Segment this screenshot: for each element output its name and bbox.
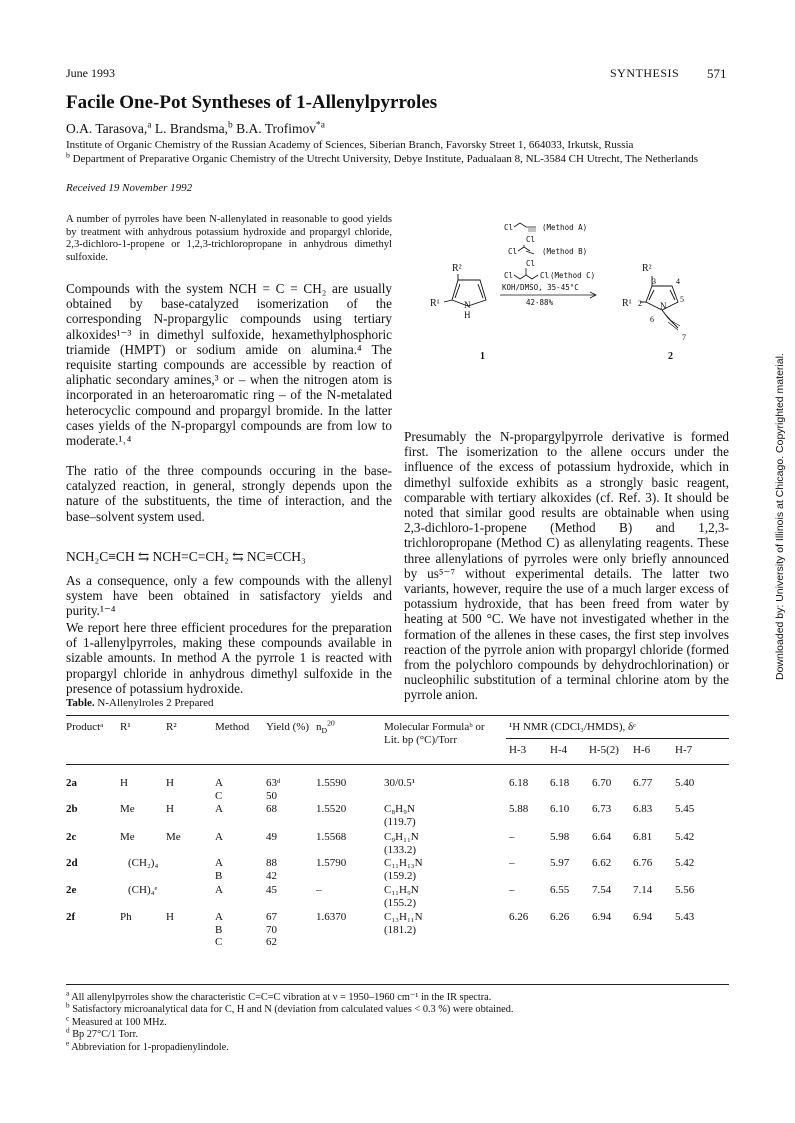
footnote-e: $^e$ Abbreviation for 1-propadienylindole. bbox=[66, 1039, 229, 1053]
table-cell-h7: 5.43 bbox=[675, 911, 695, 923]
table-cell-formula: 30/0.5¹ bbox=[384, 777, 416, 789]
table-cell-formula: C₁₁H₉N (155.2) bbox=[384, 884, 419, 909]
author-mark: b bbox=[228, 120, 233, 131]
table-cell-formula: C₈H₉N (119.7) bbox=[384, 803, 416, 828]
table-top-rule bbox=[66, 715, 729, 716]
received-date: Received 19 November 1992 bbox=[66, 182, 193, 194]
substituent-r1: R¹ bbox=[430, 298, 440, 309]
table-cell-yield: 63ᵈ 50 bbox=[266, 777, 281, 802]
table-cell-h3: 5.88 bbox=[509, 803, 529, 815]
table-cell-h4: 5.97 bbox=[550, 857, 570, 869]
table-cell-h3: 6.26 bbox=[509, 911, 529, 923]
affiliations bbox=[66, 139, 746, 166]
position-3: 3 bbox=[652, 277, 656, 286]
body-paragraph-2: The ratio of the three compounds occuring in the base-catalyzed reaction, in general, strongly depends upon the nature of the substituents, the time of interaction, and the base–solvent system used. bbox=[66, 463, 392, 524]
body-paragraph-right: Presumably the N-propargylpyrrole derivative is formed first. The isomerization to the allene occurs under the influence of the excess of potassium hydroxide, which in dimethyl sulfoxide exhibits as a strongly basic reagent, comparable with tertiary alkoxides (cf. Ref. 3). It should be noted that similar good results are obtainable when using 2,3-dichloro-1-propene (Method B) and 1,2,3-trichloropropane (Method C) as allenylating reagents. These three allenylations of pyrroles were only briefly announced by us⁵⁻⁷ without experimental details. The latter two variants, however, require the use of a much larger excess of potassium hydroxide, that has been freed from water by heating at 500 °C. We have not investigated whether in the formation of the allenes in these cases, the first step involves reaction of the pyrrole anion with propargyl chloride (formed from the polychloro compounds by dehydrochlorination) or nucleophilic substitution of a terminal chlorine atom by the pyrrole anion. bbox=[404, 429, 729, 703]
table-cell-h3: – bbox=[509, 831, 515, 843]
table-caption-text: N-Allenylroles 2 Prepared bbox=[94, 697, 214, 709]
table-cell-method: A bbox=[215, 803, 223, 815]
substituent-r1: R¹ bbox=[622, 298, 632, 309]
table-cell-product: 2c bbox=[66, 831, 77, 843]
equilibrium-equation: NCH₂C≡CH ⇆ NCH=C=CH₂ ⇆ NC≡CCH₃ bbox=[66, 549, 306, 564]
abstract: A number of pyrroles have been N-allenylated in reasonable to good yields by treatment with anhydrous potassium hydroxide and propargyl chloride, 2,3-dichloro-1-propene or 1,2,3-trichloropropane in anhydrous dimethyl sulfoxide. bbox=[66, 214, 392, 263]
table-cell-method: A B C bbox=[215, 911, 223, 949]
author-mark: *a bbox=[316, 120, 325, 131]
table-cell-h6: 6.76 bbox=[633, 857, 653, 869]
reagent-cl: Cl bbox=[526, 235, 536, 244]
table-cell-nd: 1.5590 bbox=[316, 777, 347, 789]
column-header-h3: H-3 bbox=[509, 744, 527, 756]
table-footnotes bbox=[66, 989, 746, 1054]
author-name: B.A. Trofimov bbox=[232, 121, 316, 136]
table-cell-r2: H bbox=[166, 911, 174, 923]
column-header-nmr: ¹H NMR (CDCl₃/HMDS), δᶜ bbox=[509, 721, 636, 733]
column-header-yield: Yield (%) bbox=[266, 721, 310, 733]
header-page-number: 571 bbox=[707, 66, 727, 81]
table-cell-nd: 1.5790 bbox=[316, 857, 347, 869]
column-header-h5: H-5(2) bbox=[589, 744, 619, 756]
table-cell-r1: Me bbox=[120, 803, 135, 815]
author-mark: a bbox=[147, 120, 152, 131]
reaction-yield: 42-88% bbox=[526, 298, 554, 307]
table-cell-method: A C bbox=[215, 777, 223, 802]
table-bottom-rule bbox=[66, 984, 729, 985]
table-cell-r2: H bbox=[166, 803, 174, 815]
position-7: 7 bbox=[682, 333, 686, 342]
table-cell-h5: 6.70 bbox=[592, 777, 612, 789]
table-cell-h4: 5.98 bbox=[550, 831, 570, 843]
column-header-r1: R¹ bbox=[120, 721, 131, 733]
footnote-c: $^c$ Measured at 100 MHz. bbox=[66, 1014, 167, 1028]
reagent-cl: Cl bbox=[504, 223, 514, 232]
table-cell-h3: – bbox=[509, 884, 515, 896]
table-cell-r2: Me bbox=[166, 831, 181, 843]
table-cell-yield: 67 70 62 bbox=[266, 911, 277, 949]
table-cell-h7: 5.42 bbox=[675, 831, 695, 843]
table-cell-h4: 6.26 bbox=[550, 911, 570, 923]
table-cell-h5: 7.54 bbox=[592, 884, 612, 896]
compound-1-label: 1 bbox=[480, 351, 485, 362]
author-list bbox=[66, 121, 325, 137]
ring-nitrogen: N bbox=[464, 300, 471, 310]
reagent-cl: Cl bbox=[526, 259, 536, 268]
position-6: 6 bbox=[650, 315, 654, 324]
table-cell-h7: 5.45 bbox=[675, 803, 695, 815]
table-cell-h6: 6.81 bbox=[633, 831, 653, 843]
affiliation-b: $^b$ Department of Preparative Organic Chemistry of the Utrecht University, Debye Institute, Padualaan 8, NL-3584 CH Utrecht, The Netherlands bbox=[66, 149, 698, 165]
substituent-r2: R² bbox=[642, 263, 652, 274]
table-cell-nd: 1.5520 bbox=[316, 803, 347, 815]
method-c-label: (Method C) bbox=[550, 271, 596, 280]
table-header-rule bbox=[66, 764, 729, 765]
table-cell-h7: 5.40 bbox=[675, 777, 695, 789]
table-caption bbox=[66, 697, 213, 709]
table-cell-r1: (CH)₄ᵉ bbox=[128, 884, 158, 896]
table-cell-h7: 5.56 bbox=[675, 884, 695, 896]
table-cell-h6: 6.94 bbox=[633, 911, 653, 923]
table-cell-h6: 6.77 bbox=[633, 777, 653, 789]
article-title: Facile One-Pot Syntheses of 1-Allenylpyrroles bbox=[66, 92, 438, 113]
table-cell-h5: 6.62 bbox=[592, 857, 612, 869]
reagent-cl: Cl bbox=[508, 247, 518, 256]
table-cell-h6: 6.83 bbox=[633, 803, 653, 815]
table-cell-h5: 6.64 bbox=[592, 831, 612, 843]
table-cell-yield: 45 bbox=[266, 884, 277, 896]
compound-2-label: 2 bbox=[668, 351, 673, 362]
table-cell-product: 2b bbox=[66, 803, 78, 815]
table-cell-yield: 49 bbox=[266, 831, 277, 843]
table-cell-r1: Me bbox=[120, 831, 135, 843]
table-cell-formula: C₁₃H₁₁N (181.2) bbox=[384, 911, 423, 936]
table-cell-r1: (CH₂)₄ bbox=[128, 857, 159, 869]
table-cell-r1: Ph bbox=[120, 911, 132, 923]
position-5: 5 bbox=[680, 295, 684, 304]
table-cell-nd: 1.6370 bbox=[316, 911, 347, 923]
column-header-r2: R² bbox=[166, 721, 177, 733]
table-cell-r1: H bbox=[120, 777, 128, 789]
reaction-conditions: KOH/DMSO, 35-45°C bbox=[502, 283, 579, 292]
table-cell-h5: 6.94 bbox=[592, 911, 612, 923]
affiliation-b-mark: b bbox=[66, 149, 70, 159]
table-cell-h7: 5.42 bbox=[675, 857, 695, 869]
table-cell-formula: C₁₁H₁₃N (159.2) bbox=[384, 857, 423, 882]
table-cell-product: 2a bbox=[66, 777, 77, 789]
column-header-formula: Molecular Formulaᵇ or Lit. bp (°C)/Torr bbox=[384, 721, 485, 746]
affiliation-a: Institute of Organic Chemistry of the Russian Academy of Sciences, Siberian Branch, Favorsky Street 1, 664033, Irkutsk, Russia bbox=[66, 139, 634, 151]
table-cell-yield: 88 42 bbox=[266, 857, 277, 882]
reagent-cl: Cl bbox=[504, 271, 514, 280]
table-cell-method: A bbox=[215, 884, 223, 896]
table-cell-nd: – bbox=[316, 884, 322, 896]
table-cell-r2: H bbox=[166, 777, 174, 789]
table-caption-label: Table. bbox=[66, 697, 95, 709]
table-cell-product: 2f bbox=[66, 911, 76, 923]
method-b-label: (Method B) bbox=[542, 247, 588, 256]
table-cell-h5: 6.73 bbox=[592, 803, 612, 815]
nh-hydrogen: H bbox=[464, 310, 471, 320]
table-cell-h4: 6.10 bbox=[550, 803, 570, 815]
table-cell-product: 2e bbox=[66, 884, 77, 896]
table-cell-h4: 6.18 bbox=[550, 777, 570, 789]
footnote-b: $^b$ Satisfactory microanalytical data for C, H and N (deviation from calculated values < 0.3 %) were obtained. bbox=[66, 1001, 514, 1016]
ring-nitrogen: N bbox=[660, 301, 667, 311]
position-4: 4 bbox=[676, 277, 680, 286]
position-2: 2 bbox=[638, 299, 642, 308]
table-cell-h6: 7.14 bbox=[633, 884, 653, 896]
column-header-h7: H-7 bbox=[675, 744, 693, 756]
table-cell-h3: – bbox=[509, 857, 515, 869]
author-name: L. Brandsma, bbox=[151, 121, 228, 136]
table-cell-h4: 6.55 bbox=[550, 884, 570, 896]
author-name: O.A. Tarasova, bbox=[66, 121, 148, 136]
body-paragraph-3: As a consequence, only a few compounds with the allenyl system have been obtained in satisfactory yields and purity.¹⁻⁴ bbox=[66, 573, 392, 619]
table-cell-formula: C₉H₁₁N (133.2) bbox=[384, 831, 419, 856]
column-header-product: Productᵃ bbox=[66, 721, 104, 733]
table-cell-method: A B bbox=[215, 857, 223, 882]
table-cell-method: A bbox=[215, 831, 223, 843]
footnote-d: $^d$ Bp 27°C/1 Torr. bbox=[66, 1026, 139, 1041]
body-paragraph-1: Compounds with the system NCH = C = CH₂ are usually obtained by base-catalyzed isomerization of the corresponding N-propargylic compounds using tertiary alkoxides¹⁻³ in dimethyl sulfoxide, hexamethylphosphoric triamide (HMPT) or sodium amide on alumina.⁴ The requisite starting compounds are accessible by reaction of aliphatic secondary amines,³ or – when the nitrogen atom is incorporated in an heteroaromatic ring – of the N-metalated heterocyclic compound and propargyl bromide. In the latter cases yields of the N-propargyl compounds are from low to moderate.¹˒⁴ bbox=[66, 281, 392, 449]
column-header-method: Method bbox=[215, 721, 250, 733]
body-paragraph-4: We report here three efficient procedures for the preparation of 1-allenylpyrroles, making these compounds available in sizable amounts. In method A the pyrrole 1 is reacted with propargyl chloride in anhydrous dimethyl sulfoxide in the presence of potassium hydroxide. bbox=[66, 620, 392, 696]
table-cell-product: 2d bbox=[66, 857, 78, 869]
header-date: June 1993 bbox=[66, 66, 115, 80]
nmr-subheader-rule bbox=[506, 738, 729, 739]
header-journal: SYNTHESIS bbox=[610, 66, 680, 80]
column-header-h4: H-4 bbox=[550, 744, 568, 756]
footnote-a: $^a$ All allenylpyrroles show the characteristic C=C=C vibration at ν = 1950–1960 cm⁻¹ in the IR spectra. bbox=[66, 989, 492, 1003]
substituent-r2: R² bbox=[452, 263, 462, 274]
table-cell-h3: 6.18 bbox=[509, 777, 529, 789]
table-cell-nd: 1.5568 bbox=[316, 831, 347, 843]
reaction-scheme bbox=[400, 214, 735, 414]
reagent-cl: Cl bbox=[540, 271, 550, 280]
column-header-refractive-index: $n_D^{20}$ bbox=[316, 718, 335, 736]
download-notice: Downloaded by: University of Illinois at Chicago. Copyrighted material. bbox=[774, 353, 786, 680]
method-a-label: (Method A) bbox=[542, 223, 588, 232]
table-cell-yield: 68 bbox=[266, 803, 277, 815]
column-header-h6: H-6 bbox=[633, 744, 651, 756]
